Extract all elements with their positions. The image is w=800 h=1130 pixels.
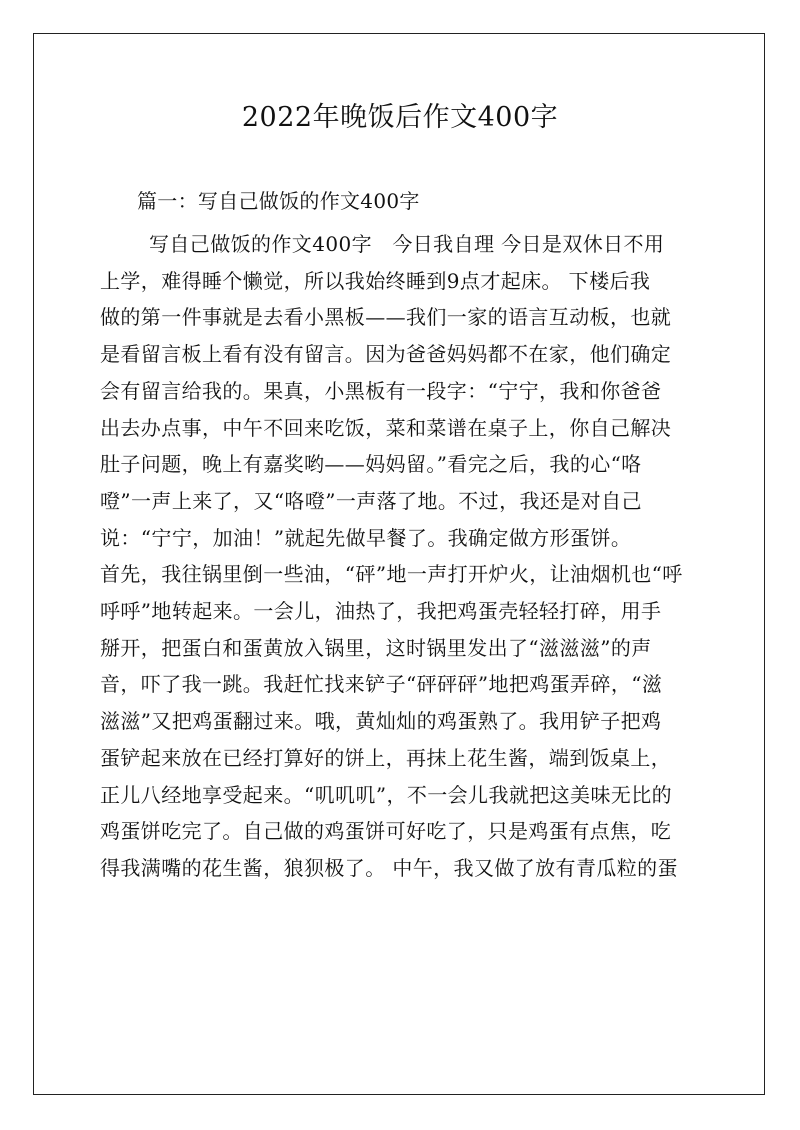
body-line: 是看留言板上看有没有留言。因为爸爸妈妈都不在家，他们确定 bbox=[100, 342, 672, 367]
section-heading: 篇一：写自己做饭的作文400字 bbox=[137, 189, 420, 213]
body-line: 出去办点事，中午不回来吃饭，菜和菜谱在桌子上，你自己解决 bbox=[100, 415, 672, 440]
body-line: 首先，我往锅里倒一些油，“砰”地一声打开炉火，让油烟机也“呼 bbox=[100, 562, 683, 587]
body-line: 鸡蛋饼吃完了。自己做的鸡蛋饼可好吃了，只是鸡蛋有点焦，吃 bbox=[100, 819, 672, 844]
body-line: 噔”一声上来了，又“咯噔”一声落了地。不过，我还是对自己 bbox=[100, 488, 642, 513]
body-line: 说：“宁宁，加油！”就起先做早餐了。我确定做方形蛋饼。 bbox=[100, 525, 632, 550]
body-line: 会有留言给我的。果真，小黑板有一段字：“宁宁，我和你爸爸 bbox=[100, 378, 662, 403]
body-line: 写自己做饭的作文400字 今日我自理 今日是双休日不用 bbox=[149, 232, 665, 256]
body-line: 掰开，把蛋白和蛋黄放入锅里，这时锅里发出了“滋滋滋”的声 bbox=[100, 635, 652, 660]
body-line: 上学，难得睡个懒觉，所以我始终睡到9点才起床。 下楼后我 bbox=[100, 268, 651, 293]
body-line: 正儿八经地享受起来。“叽叽叽”，不一会儿我就把这美味无比的 bbox=[100, 782, 673, 807]
body-line: 音，吓了我一跳。我赶忙找来铲子“砰砰砰”地把鸡蛋弄碎，“滋 bbox=[100, 672, 663, 697]
body-line: 滋滋”又把鸡蛋翻过来。哦，黄灿灿的鸡蛋熟了。我用铲子把鸡 bbox=[100, 709, 662, 734]
body-line: 做的第一件事就是去看小黑板——我们一家的语言互动板，也就 bbox=[100, 305, 672, 330]
body-text bbox=[100, 226, 702, 887]
document-title: 2022年晚饭后作文400字 bbox=[241, 102, 559, 133]
body-line: 得我满嘴的花生酱，狼狈极了。 中午，我又做了放有青瓜粒的蛋 bbox=[100, 855, 678, 880]
body-line: 肚子问题，晚上有嘉奖哟——妈妈留。”看完之后，我的心“咯 bbox=[100, 452, 642, 477]
body-line: 蛋铲起来放在已经打算好的饼上，再抹上花生酱，端到饭桌上， bbox=[100, 745, 672, 770]
body-line: 呼呼”地转起来。一会儿，油热了，我把鸡蛋壳轻轻打碎，用手 bbox=[100, 599, 662, 624]
